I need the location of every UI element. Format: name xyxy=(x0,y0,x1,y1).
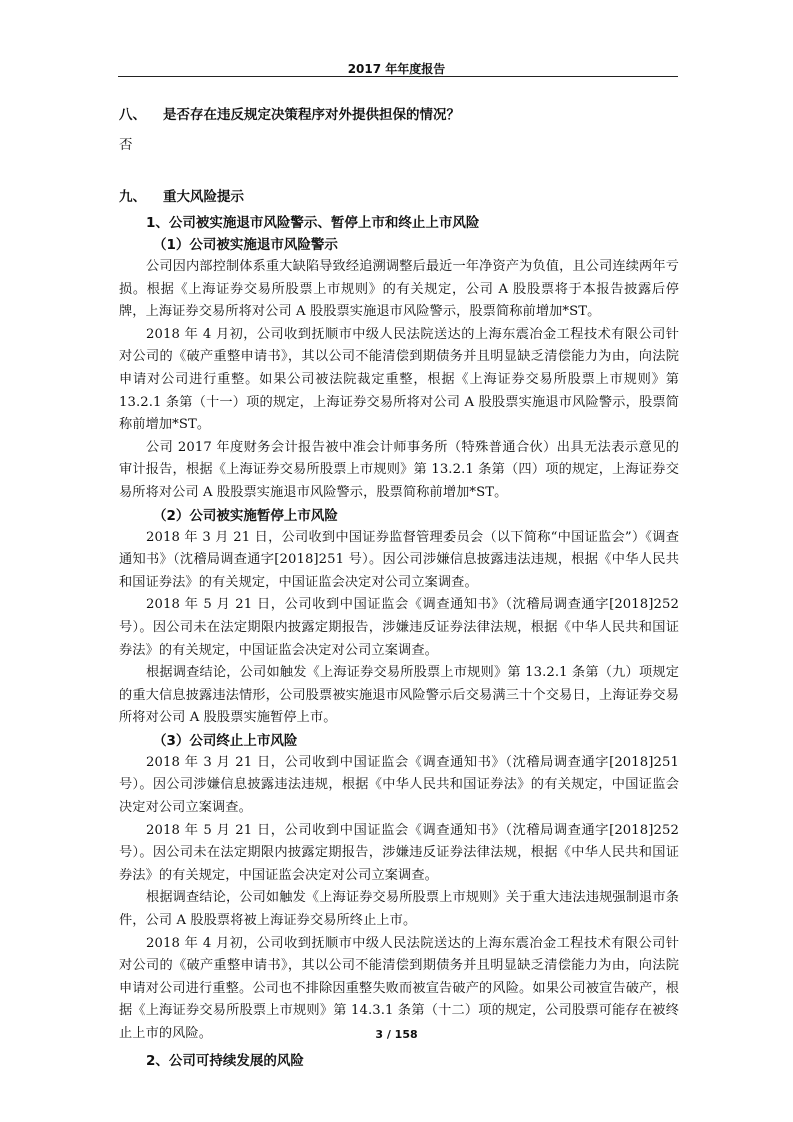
paragraph: 2018 年 3 月 21 日，公司收到中国证监会《调查通知书》（沈稽局调查通字[2018]251 号）。因公司涉嫌信息披露违法违规，根据《中华人民共和国证券法》的有关规定，中国证监会决定对公司立案调查。 xyxy=(119,754,679,816)
page-content xyxy=(119,104,679,1072)
risk-1-heading: 1、公司被实施退市风险警示、暂停上市和终止上市风险 xyxy=(146,215,480,231)
paragraph: 2018 年 4 月初，公司收到抚顺市中级人民法院送达的上海东震冶金工程技术有限公司针对公司的《破产重整申请书》，其以公司不能清偿到期债务并且明显缺乏清偿能力为由，向法院申请对公司进行重整。公司也不排除因重整失败而被宣告破产的风险。如果公司被宣告破产，根据《上海证券交易所股票上市规则》第 14.3.1 条第（十二）项的规定，公司股票可能存在被终止上市的风险。 xyxy=(119,935,679,1041)
section-8-answer: 否 xyxy=(119,137,133,153)
header-divider xyxy=(118,76,678,77)
section-9-heading xyxy=(119,186,679,208)
section-9-title: 重大风险提示 xyxy=(163,189,244,205)
paragraph: 2018 年 5 月 21 日，公司收到中国证监会《调查通知书》（沈稽局调查通字[2018]252 号）。因公司未在法定期限内披露定期报告，涉嫌违反证券法律法规，根据《中华人民共和国证券法》的有关规定，中国证监会决定对公司立案调查。 xyxy=(119,597,679,658)
section-8-title: 是否存在违反规定决策程序对外提供担保的情况？ xyxy=(163,107,460,123)
paragraph: 2018 年 5 月 21 日，公司收到中国证监会《调查通知书》（沈稽局调查通字[2018]252 号）。因公司未在法定期限内披露定期报告，涉嫌违反证券法律法规，根据《中华人民共和国证券法》的有关规定，中国证监会决定对公司立案调查。 xyxy=(119,822,679,883)
paragraph: 根据调查结论，公司如触发《上海证券交易所股票上市规则》关于重大违法违规强制退市条件，公司 A 股股票将被上海证券交易所终止上市。 xyxy=(119,890,679,929)
page-number: 3 / 158 xyxy=(375,1028,418,1041)
section-8-number: 八、 xyxy=(119,107,146,123)
risk-1-part-1-heading: （1）公司被实施退市风险警示 xyxy=(153,237,338,253)
risk-1-part-3-heading: （3）公司终止上市风险 xyxy=(153,732,298,749)
paragraph: 根据调查结论，公司如触发《上海证券交易所股票上市规则》第 13.2.1 条第（九）项规定的重大信息披露违法情形，公司股票被实施退市风险警示后交易满三十个交易日，上海证券交易所将对公司 A 股股票实施暂停上市。 xyxy=(119,665,679,726)
risk-2-heading: 2、公司可持续发展的风险 xyxy=(146,1052,304,1069)
report-title: 2017 年年度报告 xyxy=(347,62,446,76)
section-9-number: 九、 xyxy=(119,189,146,205)
risk-1-part-2-heading: （2）公司被实施暂停上市风险 xyxy=(153,507,338,524)
paragraph: 公司 2017 年度财务会计报告被中准会计师事务所（特殊普通合伙）出具无法表示意见的审计报告，根据《上海证券交易所股票上市规则》第 13.2.1 条第（四）项的规定，上海证券交易所将对公司 A 股股票实施退市风险警示，股票简称前增加*ST。 xyxy=(119,439,679,500)
paragraph: 公司因内部控制体系重大缺陷导致经追溯调整后最近一年净资产为负值，且公司连续两年亏损。根据《上海证券交易所股票上市规则》的有关规定，公司 A 股股票将于本报告披露后停牌，上海证券交易所将对公司 A 股股票实施退市风险警示，股票简称前增加*ST。 xyxy=(119,259,679,320)
paragraph: 2018 年 4 月初，公司收到抚顺市中级人民法院送达的上海东震冶金工程技术有限公司针对公司的《破产重整申请书》，其以公司不能清偿到期债务并且明显缺乏清偿能力为由，向法院申请对公司进行重整。如果公司被法院裁定重整，根据《上海证券交易所股票上市规则》第 13.2.1 条第（十一）项的规定，上海证券交易所将对公司 A 股股票实施退市风险警示，股票简称前增加*ST。 xyxy=(119,326,679,433)
paragraph: 2018 年 3 月 21 日，公司收到中国证券监督管理委员会（以下简称“中国证监会”）《调查通知书》（沈稽局调查通字[2018]251 号）。因公司涉嫌信息披露违法违规，根据《中华人民共和国证券法》的有关规定，中国证监会决定对公司立案调查。 xyxy=(119,529,679,590)
section-8-heading xyxy=(119,104,679,126)
